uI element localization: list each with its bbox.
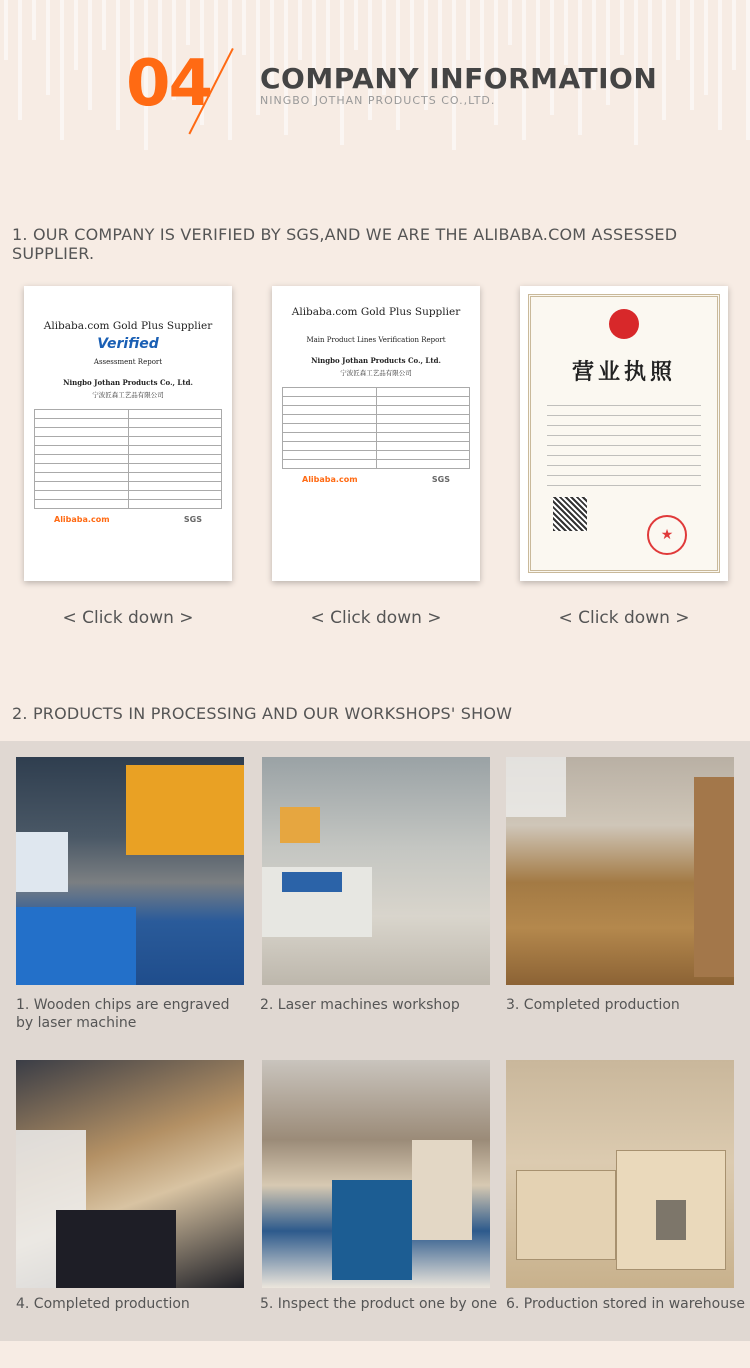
- license-title: 营业执照: [571, 360, 676, 385]
- stripe: [690, 0, 694, 110]
- photo-caption-5: 5. Inspect the product one by one: [260, 1296, 498, 1312]
- stripe: [354, 0, 358, 50]
- photo-caption-6: 6. Production stored in warehouse: [506, 1296, 746, 1312]
- page-title: COMPANY INFORMATION: [260, 62, 658, 95]
- photo-completed-production-1: [506, 757, 734, 985]
- photo-caption-3: 3. Completed production: [506, 997, 680, 1013]
- stripe: [242, 0, 246, 55]
- stripe: [298, 0, 302, 60]
- certificate-product-lines[interactable]: [272, 286, 480, 581]
- sgs-logo: SGS: [431, 475, 450, 484]
- stripe: [102, 0, 106, 50]
- photo-inspection: [262, 1060, 490, 1288]
- cert-logos: [272, 469, 480, 484]
- stripe: [410, 0, 414, 70]
- stripe: [662, 0, 666, 120]
- stripe: [228, 0, 232, 140]
- cert-title: Alibaba.com Gold Plus Supplier: [43, 320, 213, 332]
- cert-logos: [24, 509, 232, 524]
- cert-table: [34, 409, 222, 509]
- alibaba-logo: Alibaba.com: [302, 475, 358, 484]
- verified-badge: Verified: [97, 336, 159, 352]
- company-subtitle: NINGBO JOTHAN PRODUCTS CO.,LTD.: [260, 94, 496, 107]
- click-down-link-3[interactable]: < Click down >: [558, 608, 690, 628]
- license-text-lines: [547, 405, 701, 495]
- stripe: [74, 0, 78, 70]
- photo-warehouse: [506, 1060, 734, 1288]
- stripe: [704, 0, 708, 95]
- stripe: [466, 0, 470, 60]
- stripe: [116, 0, 120, 130]
- certificate-business-license[interactable]: [520, 286, 728, 581]
- cert-company-cn: 宁波匠森工艺品有限公司: [340, 369, 412, 377]
- stripe: [32, 0, 36, 40]
- cert-title: Alibaba.com Gold Plus Supplier: [291, 306, 461, 318]
- stripe: [60, 0, 64, 140]
- stripe: [746, 0, 750, 140]
- cert-company-cn: 宁波匠森工艺品有限公司: [92, 391, 164, 399]
- header-banner: [0, 0, 750, 155]
- sgs-logo: SGS: [183, 515, 202, 524]
- stripe: [88, 0, 92, 110]
- stripe: [550, 0, 554, 115]
- cert-report: Main Product Lines Verification Report: [306, 336, 446, 344]
- stripe: [676, 0, 680, 60]
- qr-code-icon: [553, 497, 587, 531]
- stripe: [718, 0, 722, 130]
- photo-caption-1: 1. Wooden chips are engraved by laser machine: [16, 997, 230, 1031]
- cert-report: Assessment Report: [93, 358, 163, 366]
- stripe: [4, 0, 8, 60]
- section1-heading: 1. OUR COMPANY IS VERIFIED BY SGS,AND WE ARE THE ALIBABA.COM ASSESSED SUPPLIER.: [12, 225, 678, 263]
- click-down-link-1[interactable]: < Click down >: [62, 608, 194, 628]
- photo-completed-production-2: [16, 1060, 244, 1288]
- official-seal-icon: ★: [647, 515, 687, 555]
- national-emblem-icon: [609, 309, 639, 339]
- stripe: [18, 0, 22, 120]
- certificate-gold-supplier[interactable]: [24, 286, 232, 581]
- stripe: [564, 0, 568, 65]
- cert-company: Ningbo Jothan Products Co., Ltd.: [311, 356, 441, 365]
- photo-caption-4: 4. Completed production: [16, 1296, 190, 1312]
- stripe: [186, 0, 190, 45]
- photo-caption-2: 2. Laser machines workshop: [260, 997, 460, 1013]
- stripe: [732, 0, 736, 70]
- photo-laser-workshop: [262, 757, 490, 985]
- stripe: [214, 0, 218, 80]
- stripe: [46, 0, 50, 95]
- license-frame: [528, 294, 720, 573]
- cert-table: [282, 387, 470, 469]
- section2-heading: 2. PRODUCTS IN PROCESSING AND OUR WORKSHOPS' SHOW: [12, 704, 513, 723]
- click-down-link-2[interactable]: < Click down >: [310, 608, 442, 628]
- section-number: 04: [126, 47, 212, 121]
- cert-company: Ningbo Jothan Products Co., Ltd.: [63, 378, 193, 387]
- alibaba-logo: Alibaba.com: [54, 515, 110, 524]
- photo-laser-engraving: [16, 757, 244, 985]
- stripe: [508, 0, 512, 45]
- stripe: [620, 0, 624, 55]
